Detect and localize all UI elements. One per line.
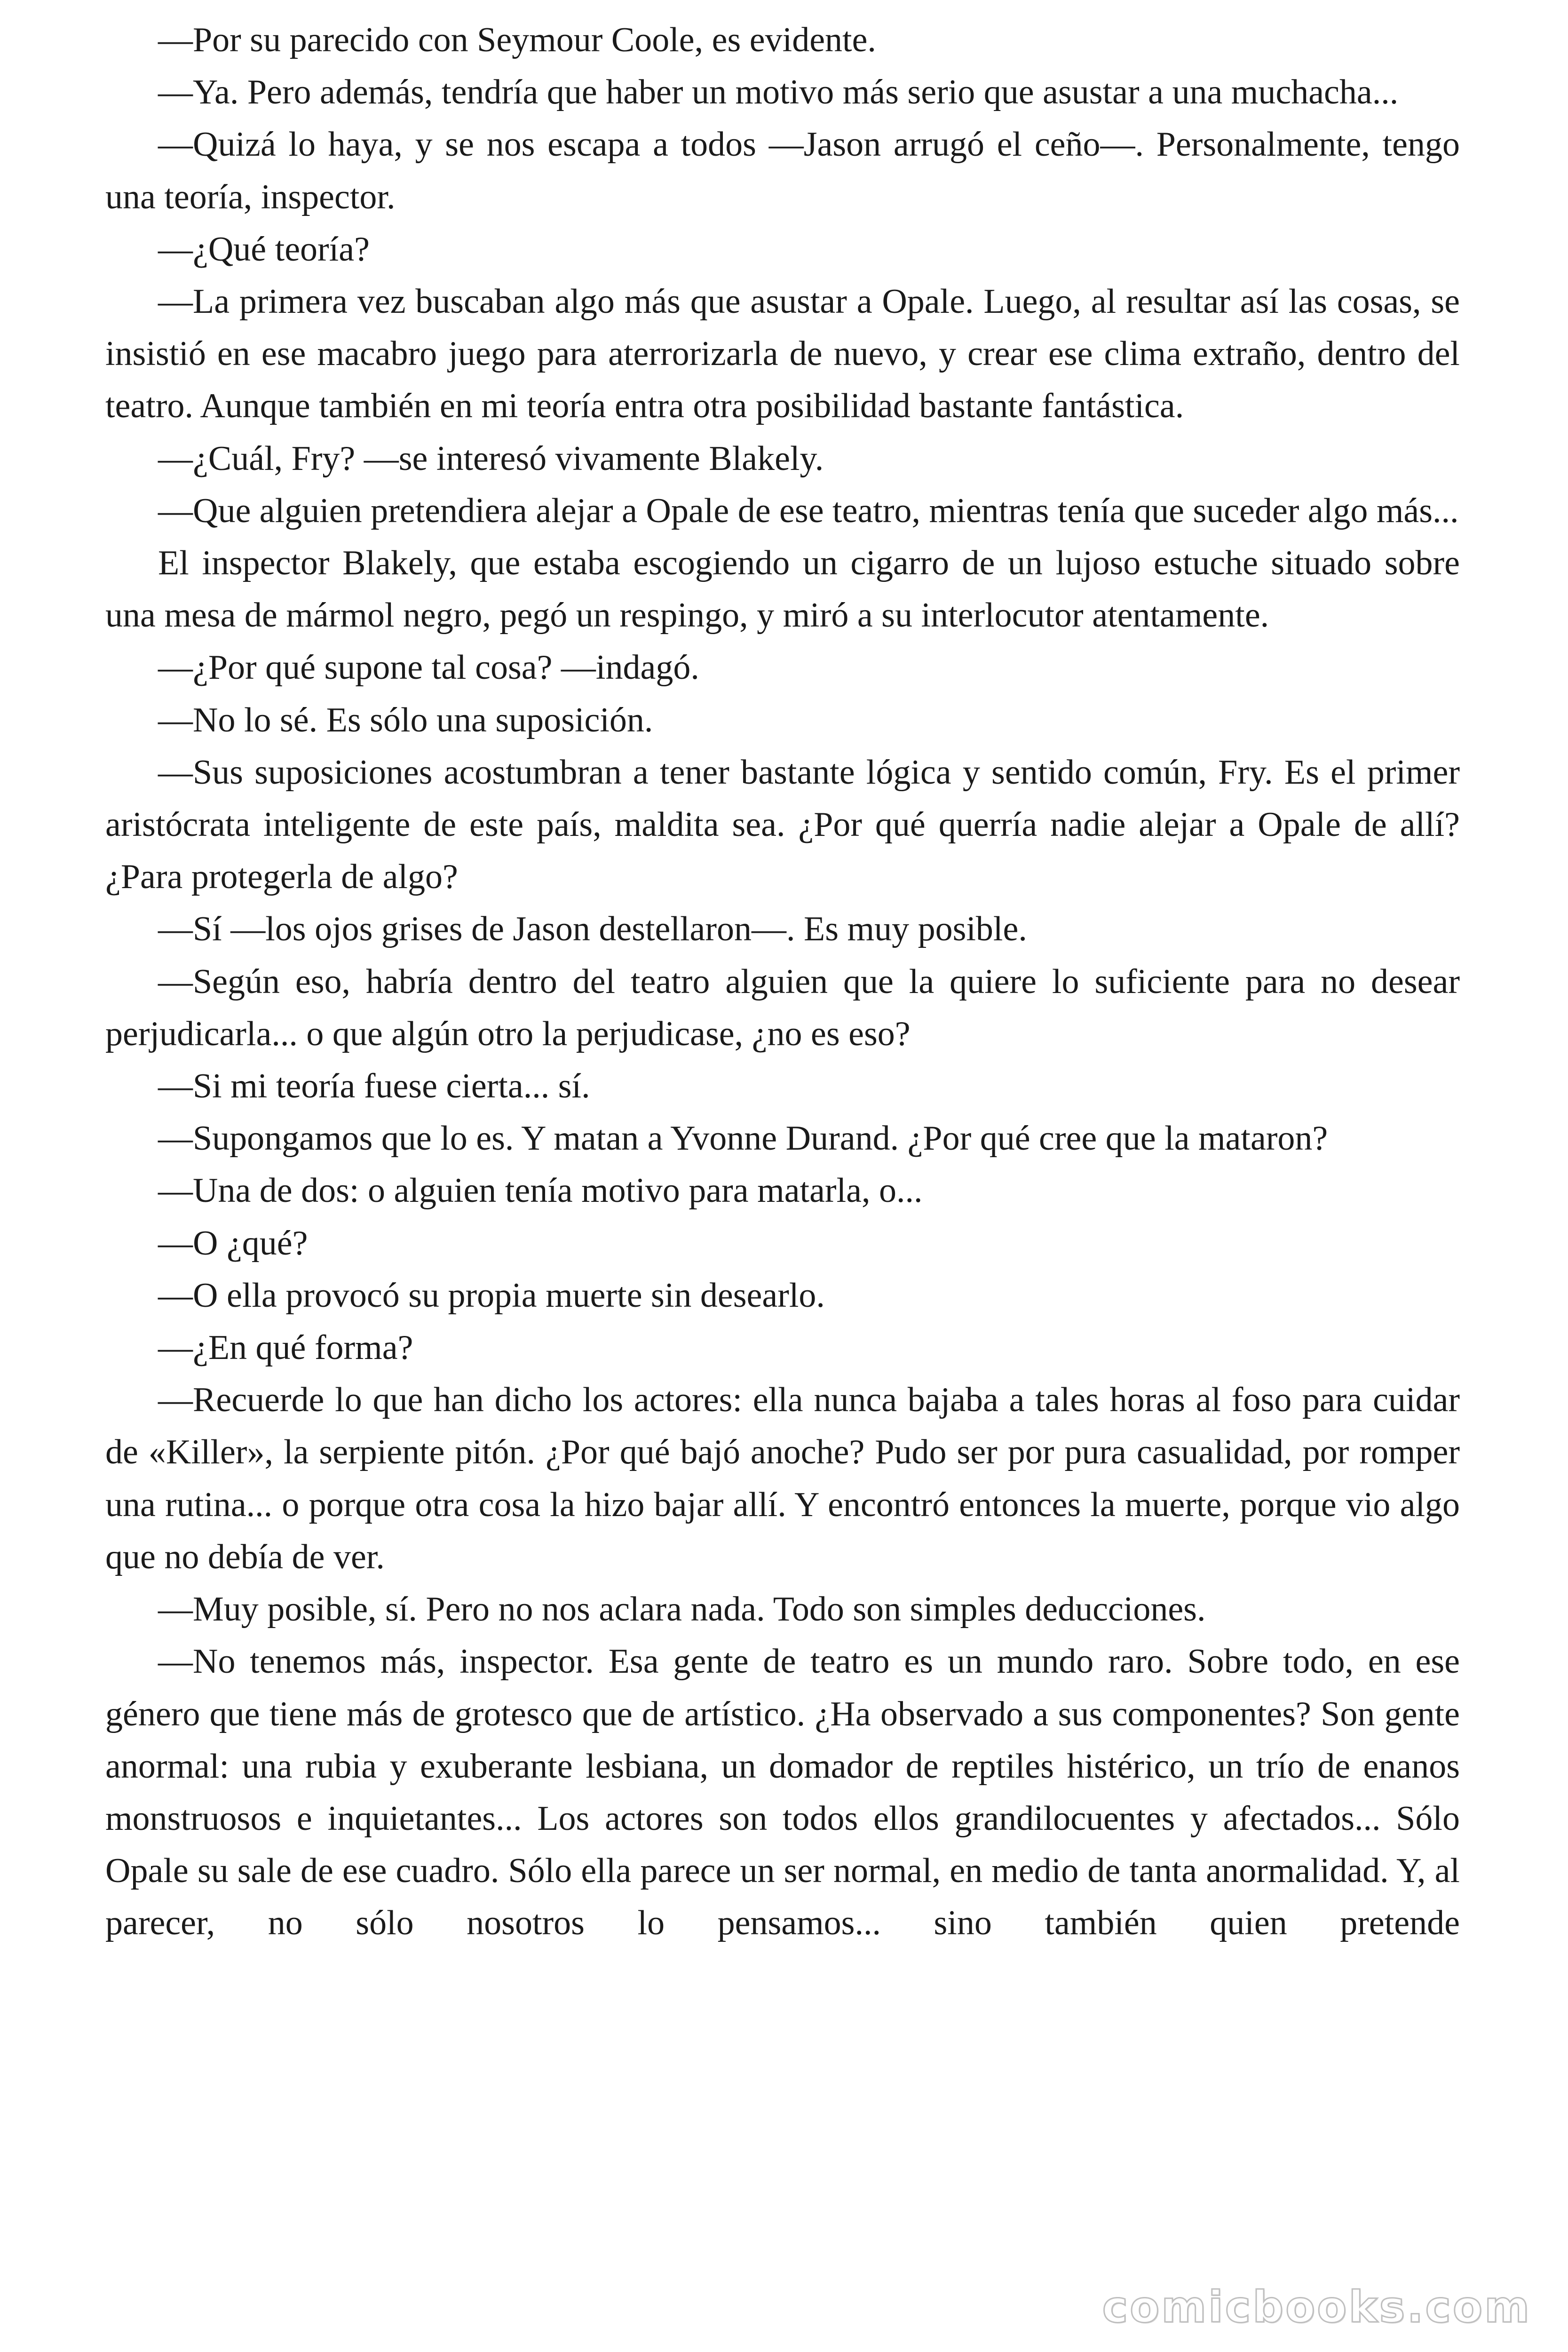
book-page-text <box>105 14 1460 1950</box>
paragraph-21: —Muy posible, sí. Pero no nos aclara nada. Todo son simples deducciones. <box>158 1590 1206 1629</box>
paragraph-17: —O ¿qué? <box>158 1224 308 1263</box>
paragraph-3: —Quizá lo haya, y se nos escapa a todos —Jason arrugó el ceño—. Personalmente, tengo una teoría, inspector. <box>105 125 1460 216</box>
paragraph-8: El inspector Blakely, que estaba escogiendo un cigarro de un lujoso estuche situado sobre una mesa de mármol negro, pegó un respingo, y miró a su interlocutor atentamente. <box>105 544 1460 635</box>
paragraph-1: —Por su parecido con Seymour Coole, es evidente. <box>158 21 876 59</box>
paragraph-13: —Según eso, habría dentro del teatro alguien que la quiere lo suficiente para no desear perjudicarla... o que algún otro la perjudicase, ¿no es eso? <box>105 962 1460 1053</box>
paragraph-20: —Recuerde lo que han dicho los actores: ella nunca bajaba a tales horas al foso para cuidar de «Killer», la serpiente pitón. ¿Por qué bajó anoche? Pudo ser por pura casualidad, por romper una rutina... o porque otra cosa la hizo bajar allí. Y encontró entonces la muerte, porque vio algo que no debía de ver. <box>105 1381 1460 1576</box>
paragraph-18: —O ella provocó su propia muerte sin desearlo. <box>158 1276 825 1315</box>
paragraph-19: —¿En qué forma? <box>158 1328 413 1367</box>
paragraph-15: —Supongamos que lo es. Y matan a Yvonne Durand. ¿Por qué cree que la mataron? <box>158 1119 1328 1158</box>
paragraph-12: —Sí —los ojos grises de Jason destellaron—. Es muy posible. <box>158 910 1027 949</box>
paragraph-9: —¿Por qué supone tal cosa? —indagó. <box>158 648 699 687</box>
watermark: comicbooks.com <box>1102 2282 1531 2332</box>
paragraph-7: —Que alguien pretendiera alejar a Opale de ese teatro, mientras tenía que suceder algo más... <box>158 491 1459 530</box>
paragraph-10: —No lo sé. Es sólo una suposición. <box>158 700 653 739</box>
paragraph-16: —Una de dos: o alguien tenía motivo para matarla, o... <box>158 1171 923 1210</box>
paragraph-6: —¿Cuál, Fry? —se interesó vivamente Blakely. <box>158 439 824 478</box>
paragraph-4: —¿Qué teoría? <box>158 230 370 269</box>
paragraph-5: —La primera vez buscaban algo más que asustar a Opale. Luego, al resultar así las cosas, se insistió en ese macabro juego para aterrorizarla de nuevo, y crear ese clima extraño, dentro del teatro. Aunque también en mi teoría entra otra posibilidad bastante fantástica. <box>105 282 1460 426</box>
paragraph-2: —Ya. Pero además, tendría que haber un motivo más serio que asustar a una muchacha... <box>158 73 1399 112</box>
paragraph-22: —No tenemos más, inspector. Esa gente de teatro es un mundo raro. Sobre todo, en ese género que tiene más de grotesco que de artístico. ¿Ha observado a sus componentes? Son gente anormal: una rubia y exuberante lesbiana, un domador de reptiles histérico, un trío de enanos monstruosos e inquietantes... Los actores son todos ellos grandilocuentes y afectados... Sólo Opale su sale de ese cuadro. Sólo ella parece un ser normal, en medio de tanta anormalidad. Y, al parecer, no sólo nosotros lo pensamos... sino también quien pretende <box>105 1642 1460 1943</box>
paragraph-14: —Si mi teoría fuese cierta... sí. <box>158 1067 590 1106</box>
paragraph-11: —Sus suposiciones acostumbran a tener bastante lógica y sentido común, Fry. Es el primer aristócrata inteligente de este país, maldita sea. ¿Por qué querría nadie alejar a Opale de allí? ¿Para protegerla de algo? <box>105 753 1460 897</box>
